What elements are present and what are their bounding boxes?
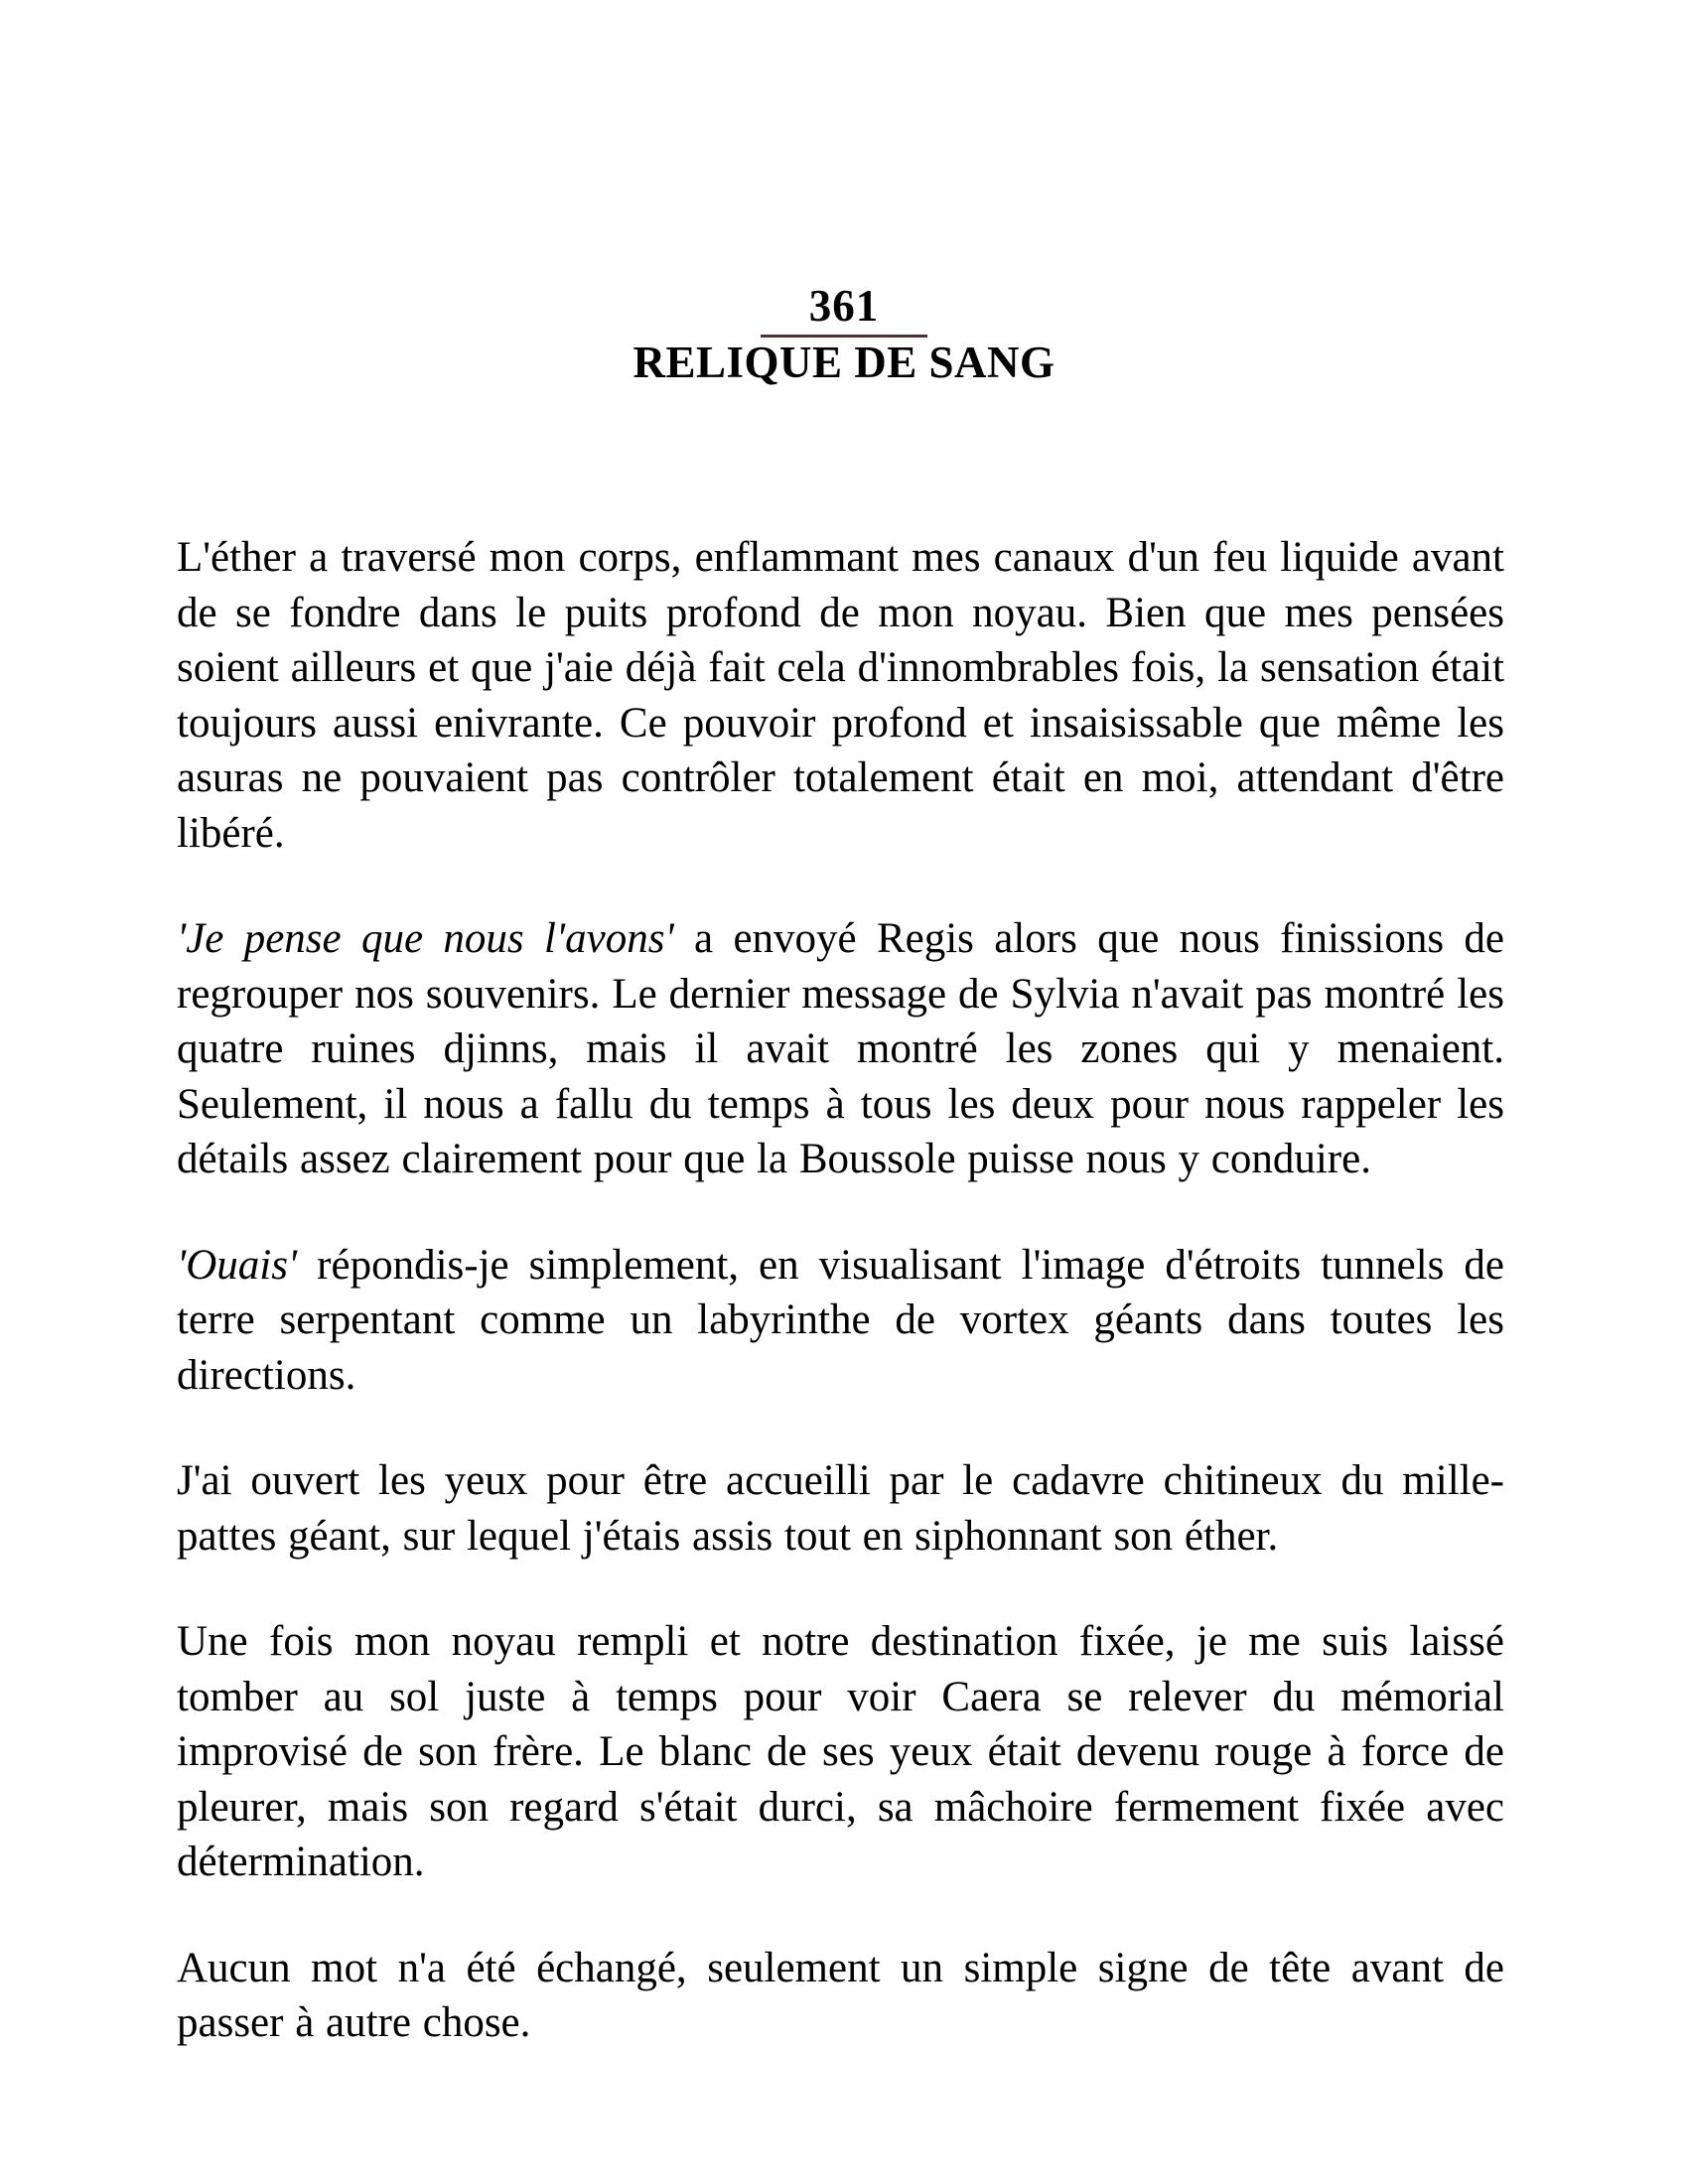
paragraph <box>177 911 1504 1187</box>
paragraph-italic-lead: 'Je pense que nous l'avons' <box>177 915 674 962</box>
chapter-body <box>177 530 1504 2102</box>
chapter-number: 361 <box>808 281 880 331</box>
paragraph-italic-lead: 'Ouais' <box>177 1241 298 1289</box>
paragraph <box>177 1453 1504 1564</box>
chapter-header <box>0 281 1688 387</box>
paragraph <box>177 530 1504 861</box>
paragraph-text: J'ai ouvert les yeux pour être accueilli par le cadavre chitineux du mille-pattes géant, sur lequel j'étais assis tout en siphonnant son éther. <box>177 1457 1504 1560</box>
paragraph-text: Aucun mot n'a été échangé, seulement un simple signe de tête avant de passer à autre chose. <box>177 1944 1504 2046</box>
paragraph-text: a envoyé Regis alors que nous finissions de regrouper nos souvenirs. Le dernier message de Sylvia n'avait pas montré les quatre ruines djinns, mais il avait montré les zones qui y menaient. Seulement, il nous a fallu du temps à tous les deux pour nous rappeler les détails assez clairement pour que la Boussole puisse nous y conduire. <box>177 915 1505 1182</box>
paragraph <box>177 1238 1504 1404</box>
chapter-title: RELIQUE DE SANG <box>633 338 1055 387</box>
paragraph-text: répondis-je simplement, en visualisant l'image d'étroits tunnels de terre serpentant comme un labyrinthe de vortex géants dans toutes les directions. <box>177 1241 1504 1399</box>
paragraph-text: L'éther a traversé mon corps, enflammant mes canaux d'un feu liquide avant de se fondre dans le puits profond de mon noyau. Bien que mes pensées soient ailleurs et que j'aie déjà fait cela d'innombrables fois, la sensation était toujours aussi enivrante. Ce pouvoir profond et insaisissable que même les asuras ne pouvaient pas contrôler totalement était en moi, attendant d'être libéré. <box>177 534 1504 857</box>
paragraph <box>177 1614 1504 1890</box>
paragraph <box>177 1941 1504 2051</box>
paragraph-text: Une fois mon noyau rempli et notre destination fixée, je me suis laissé tomber au sol juste à temps pour voir Caera se relever du mémorial improvisé de son frère. Le blanc de ses yeux était devenu rouge à force de pleurer, mais son regard s'était durci, sa mâchoire fermement fixée avec détermination. <box>177 1618 1504 1885</box>
